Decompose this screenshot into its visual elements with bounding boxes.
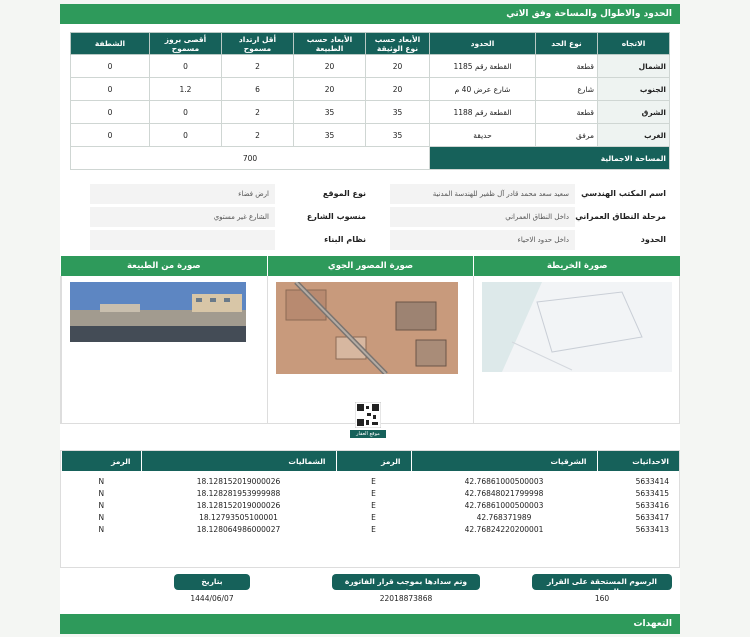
col-east-code: الرمز (336, 451, 411, 471)
aerial-image (267, 276, 473, 423)
site-type-label: نوع الموقع (322, 189, 366, 198)
bounds-title: الحدود والاطوال والمساحة وفق الاتي (60, 4, 680, 24)
table-row: الشرق قطعة القطعة رقم 1188 35 35 2 0 0 (71, 101, 670, 124)
office-value: سعيد سعد محمد قادر آل ظفير للهندسة المدنية (390, 184, 575, 204)
invoice-label: وتم سدادها بموجب قرار الفاتورة رقم (332, 574, 480, 590)
office-label: اسم المكتب الهندسي (581, 189, 666, 198)
table-row: الجنوب شارع شارع عرض 40 م 20 20 6 1.2 0 (71, 78, 670, 101)
table-row: 5633417 42.768371989 E 18.12793505100001 N (98, 512, 669, 522)
street-level-value: الشارع غير مستوي (90, 207, 275, 227)
fee-value: 160 (594, 594, 610, 603)
table-row: 5633415 42.76848021799998 E 18.128281953999988 N (98, 488, 669, 498)
table-row: الغرب مرفق حديقة 35 35 2 0 0 (71, 124, 670, 147)
property-info (70, 184, 670, 253)
total-area-row (71, 147, 670, 170)
street-level-label: منسوب الشارع (306, 212, 366, 221)
nature-image (61, 276, 267, 423)
urban-stage-label: مرحلة النطاق العمراني (575, 212, 666, 221)
aerial-photo-label: صورة المصور الجوي (267, 256, 474, 276)
total-area-value: 700 (71, 147, 430, 170)
building-system-label: نظام البناء (324, 235, 366, 244)
col-coordinate-id: الاحداثيات (597, 451, 679, 471)
total-area-label: المساحة الاجمالية (430, 147, 670, 170)
col-eastings: الشرقيات (411, 451, 597, 471)
col-direction: الاتجاه (598, 33, 670, 55)
property-location-qr[interactable] (350, 402, 386, 448)
coordinates-table (60, 450, 680, 568)
site-type-value: ارض فضاء (90, 184, 275, 204)
date-value: 1444/06/07 (190, 594, 234, 603)
col-doc-dim: الأبعاد حسب نوع الوثيقة (366, 33, 430, 55)
qr-label: موقع العقار (350, 430, 386, 438)
col-nature-dim: الأبعاد حسب الطبيعة (294, 33, 366, 55)
table-row: الشمال قطعة القطعة رقم 1185 20 20 2 0 0 (71, 55, 670, 78)
qr-code-icon (355, 402, 381, 428)
fees-section (60, 574, 680, 612)
survey-report-page (60, 4, 680, 634)
map-image (473, 276, 679, 423)
building-system-value (90, 230, 275, 250)
date-label: بتاريخ (174, 574, 250, 590)
table-row: 5633414 42.76861000500003 E 18.128152019000026 N (98, 476, 669, 486)
col-northings: الشماليات (141, 451, 336, 471)
col-bound-type: نوع الحد (536, 33, 598, 55)
col-chamfer: الشطفة (71, 33, 150, 55)
limits-value: داخل حدود الاحياء (390, 230, 575, 250)
nature-photo-label: صورة من الطبيعة (60, 256, 267, 276)
col-north-code: الرمز (62, 451, 142, 471)
col-projection: أقصى بروز مسموح (150, 33, 222, 55)
undertakings-title: التعهدات (60, 614, 680, 634)
urban-stage-value: داخل النطاق العمراني (390, 207, 575, 227)
map-photo-label: صورة الخريطة (473, 256, 680, 276)
limits-label: الحدود (640, 235, 666, 244)
table-row: 5633416 42.76861000500003 E 18.128152019000026 N (98, 500, 669, 510)
table-row: 5633413 42.76824220200001 E 18.128064986000027 N (98, 524, 669, 534)
col-setback: أقل ارتداد مسموح (222, 33, 294, 55)
col-bound: الحدود (430, 33, 536, 55)
fee-label: الرسوم المستحقة على القرار المساحي (532, 574, 672, 590)
bounds-table (70, 32, 670, 170)
invoice-value: 22018873868 (379, 594, 433, 603)
